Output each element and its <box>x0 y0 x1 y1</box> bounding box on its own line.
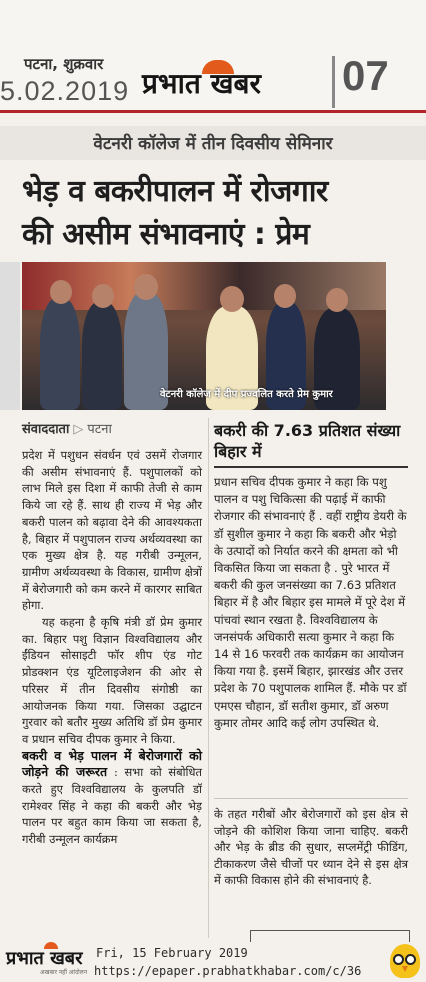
photo-person-head <box>92 284 114 308</box>
footer-url-link[interactable]: https://epaper.prabhatkhabar.com/c/36 <box>94 964 362 978</box>
box-headline: बकरी की 7.63 प्रतिशत संख्या बिहार में <box>214 421 401 461</box>
masthead <box>0 0 426 112</box>
headline-line-2: की असीम संभावनाएं : प्रेम <box>22 217 310 252</box>
section-rule <box>214 798 408 799</box>
footer-logo: प्रभात खबर <box>6 948 83 969</box>
headline <box>22 170 422 256</box>
arrow-icon: ▷ <box>73 422 84 437</box>
column-divider <box>208 418 209 938</box>
headline-line-1: भेड़ व बकरीपालन में रोजगार <box>22 174 328 209</box>
photo-person <box>40 298 80 410</box>
photo-person-head <box>50 280 72 304</box>
photo-caption: वेटनरी कॉलेज में दीप प्रज्वलित करते प्रेम कुमार <box>160 389 333 400</box>
adjacent-article-clip <box>0 262 20 410</box>
box-rule <box>214 466 408 468</box>
owl-icon <box>390 944 420 978</box>
article-right-column-continued: के तहत गरीबों और बेरोजगारों को इस क्षेत्र से जोड़ने की कोशिश किया जाना चाहिए. बकरी और भेड़ के ब्रीड की सुधार, सप्लमेंट्री फीडिंग, टीकाकरण जैसे चीजों पर ध्यान देने से इस क्षेत्र में काफी विकास होने की संभावनाएं है. <box>214 807 408 888</box>
paragraph: बकरी व भेड़ पालन में बेरोजगारों को जोड़ने की जरूरत : सभा को संबोधित करते हुए विश्वविद्यालय के कुलपति डॉ रामेश्वर सिंह ने कहा की बकरी और भेड़ पालन पर बहुत काम किया जा सकता है, गरीबी उन्मूलन कार्यक्रम <box>22 747 202 847</box>
photo-person-head <box>326 288 348 312</box>
city-day: पटना, शुक्रवार <box>24 55 104 73</box>
byline-author: संवाददाता <box>22 422 70 437</box>
byline <box>22 419 112 437</box>
footer-frame <box>250 930 410 942</box>
newspaper-logo: प्रभात खबर <box>142 60 318 106</box>
photo-person-head <box>220 286 244 312</box>
divider <box>332 56 335 108</box>
article-left-column <box>22 447 202 848</box>
subheading: बकरी व भेड़ पालन में बेरोजगारों को जोड़ने की जरूरत <box>22 747 202 780</box>
page-number: 07 <box>342 52 389 99</box>
footer-tagline: अखबार नहीं आंदोलन <box>40 969 88 976</box>
footer-date: Fri, 15 February 2019 <box>96 946 248 960</box>
paragraph: प्रदेश में पशुधन संवर्धन एवं उसमें रोजगार की असीम संभावनाएं हैं. पशुपालकों को लाभ मिले इस दिशा में काफी तेजी से काम किये जा रहे हैं. साथ ही राज्य में भेड़ और बकरी पालन को बढ़ावा देने की आवश्यकता है, बिहार में पशुपालन राज्य अर्थव्यवस्था का एक मुख्य क्षेत्र है. यह गरीबी उन्मूलन, ग्रामीण अर्थव्यवस्था के विकास, ग्रामीण क्षेत्रों में बेरोजगारी को कम करने में कारगर साबित होगा. <box>22 448 202 613</box>
kicker: वेटनरी कॉलेज में तीन दिवसीय सेमिनार <box>93 134 333 154</box>
article-right-column: प्रधान सचिव दीपक कुमार ने कहा कि पशु पालन व पशु चिकित्सा की पढ़ाई में काफी रोजगार की संभावनाएं हैं . वहीं राष्ट्रीय डेयरी के डॉ सुशील कुमार ने कहा कि बकरी और भेड़ो के उत्पादों को निर्यात करने की क्षमता को भी विकसित किया जा सकता है . पुरे भारत में बकरी की कुल जनसंख्या का 7.63 प्रतिशत बिहार में है और बिहार इस मामले में पूरे देश में पांचवां स्थान रखता है. विश्वविद्यालय के जनसंपर्क अधिकारी सत्या कुमार ने कहा कि 14 से 16 फरवरी तक कार्यक्रम का आयोजन किया गया है. इसमें बिहार, झारखंड और उत्तर प्रदेश के 70 पशुपालक शामिल हैं. मौके पर डॉ एमएस चौहान, डॉ सतीश कुमार, डॉ अरुण कुमार तोमर आदि कई लोग उपस्थित थे. <box>214 475 407 730</box>
photo-person-head <box>274 284 296 308</box>
edition-date: 5.02.2019 <box>0 76 130 106</box>
paragraph: यह कहना है कृषि मंत्री डॉ प्रेम कुमार का. बिहार पशु विज्ञान विश्वविद्यालय और ईंडियन सोसाइटी फॉर शीप एंड गोट प्रोडक्शन एंड यूटिलाइजेशन की ओर से परिसर में तीन दिवसीय संगोष्ठी का आयोजनक किया गया. जिसका उद्घाटन गुरवार को बतौर मुख्य अतिथि डॉ प्रेम कुमार व प्रधान सचिव दीपक कुमार ने किया. <box>22 615 202 746</box>
photo-person-head <box>134 274 158 300</box>
masthead-rule <box>0 110 426 113</box>
byline-place: पटना <box>87 422 112 437</box>
photo-person <box>82 302 122 410</box>
